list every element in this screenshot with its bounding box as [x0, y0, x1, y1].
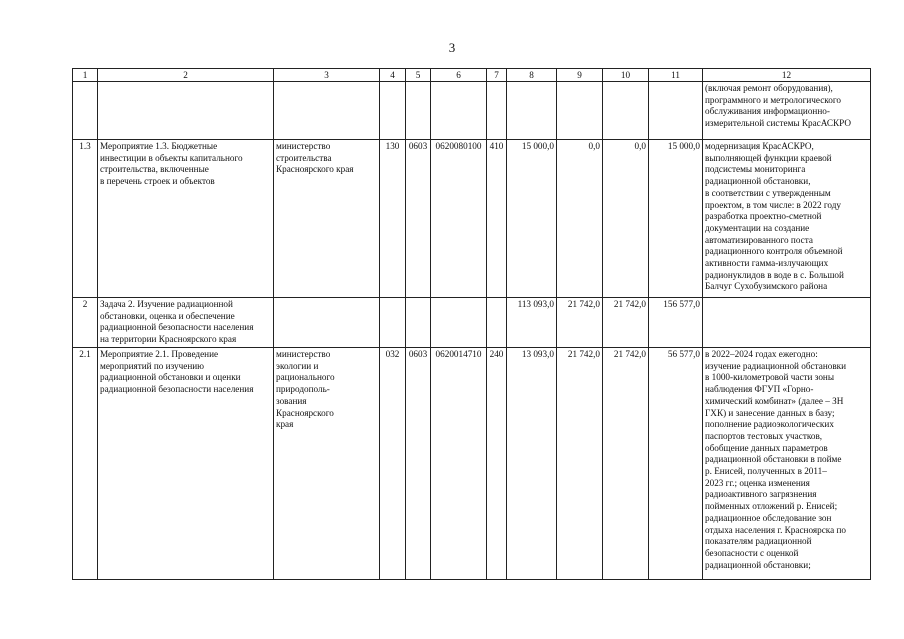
cell-number — [73, 82, 98, 140]
cell-grbs — [380, 82, 406, 140]
col-header: 8 — [507, 69, 557, 82]
cell-grbs: 130 — [380, 140, 406, 298]
col-header: 11 — [649, 69, 703, 82]
col-header: 4 — [380, 69, 406, 82]
cell-amount-3 — [603, 82, 649, 140]
cell-vr — [487, 82, 507, 140]
cell-csr: 0620014710 — [431, 348, 487, 580]
cell-amount-1: 13 093,0 — [507, 348, 557, 580]
cell-vr: 240 — [487, 348, 507, 580]
cell-csr — [431, 82, 487, 140]
cell-amount-3: 0,0 — [603, 140, 649, 298]
cell-result: в 2022–2024 годах ежегодно: изучение радиационной обстановки в 1000-километровой части зоны наблюдения ФГУП «Горно- химический комбинат» (далее – ЗН ГХК) и занесение данных в базу; пополнение радиоэкологических паспортов тестовых участков, обобщение данных параметров радиационной обстановки в пойме р. Енисей, полученных в 2011– 2023 гг.; оценка изменения радиоактивного загрязнения пойменных отложений р. Енисей; радиационное обследование зон отдыха населения г. Красноярска по показателям радиационной безопасности с оценкой радиационной обстановки; — [703, 348, 871, 580]
cell-vr — [487, 298, 507, 348]
cell-csr: 0620080100 — [431, 140, 487, 298]
cell-amount-2: 0,0 — [557, 140, 603, 298]
cell-name: Мероприятие 1.3. Бюджетные инвестиции в объекты капитального строительства, включенные в перечень строек и объектов — [98, 140, 274, 298]
col-header: 2 — [98, 69, 274, 82]
cell-total: 56 577,0 — [649, 348, 703, 580]
cell-executor: министерство строительства Красноярского края — [274, 140, 380, 298]
cell-name: Мероприятие 2.1. Проведение мероприятий по изучению радиационной обстановки и оценки радиационной безопасности населения — [98, 348, 274, 580]
cell-grbs — [380, 298, 406, 348]
cell-executor: министерство экологии и рационального природополь- зования Красноярского края — [274, 348, 380, 580]
cell-total: 156 577,0 — [649, 298, 703, 348]
cell-amount-2 — [557, 82, 603, 140]
cell-rzpr: 0603 — [406, 140, 431, 298]
cell-total — [649, 82, 703, 140]
table-row — [73, 348, 871, 580]
cell-amount-3: 21 742,0 — [603, 348, 649, 580]
cell-amount-1: 113 093,0 — [507, 298, 557, 348]
cell-number: 2.1 — [73, 348, 98, 580]
cell-amount-1: 15 000,0 — [507, 140, 557, 298]
col-header: 1 — [73, 69, 98, 82]
col-header: 3 — [274, 69, 380, 82]
cell-amount-2: 21 742,0 — [557, 298, 603, 348]
cell-amount-1 — [507, 82, 557, 140]
cell-executor — [274, 298, 380, 348]
cell-total: 15 000,0 — [649, 140, 703, 298]
table-row — [73, 82, 871, 140]
program-activities-table — [72, 68, 871, 580]
col-header: 12 — [703, 69, 871, 82]
cell-number: 1.3 — [73, 140, 98, 298]
cell-executor — [274, 82, 380, 140]
cell-rzpr — [406, 298, 431, 348]
cell-rzpr — [406, 82, 431, 140]
cell-result: модернизация КрасАСКРО, выполняющей функции краевой подсистемы мониторинга радиационной обстановки, в соответствии с утвержденным проектом, в том числе: в 2022 году разработка проектно-сметной документации на создание автоматизированного поста радиационного контроля объемной активности гамма-излучающих радионуклидов в воде в с. Большой Балчуг Сухобузимского района — [703, 140, 871, 298]
cell-rzpr: 0603 — [406, 348, 431, 580]
col-header: 7 — [487, 69, 507, 82]
cell-result: (включая ремонт оборудования), программного и метрологического обслуживания информационно- измерительной системы КрасАСКРО — [703, 82, 871, 140]
cell-number: 2 — [73, 298, 98, 348]
cell-name: Задача 2. Изучение радиационной обстановки, оценка и обеспечение радиационной безопасности населения на территории Красноярского края — [98, 298, 274, 348]
table-row — [73, 298, 871, 348]
col-header: 6 — [431, 69, 487, 82]
table-row — [73, 140, 871, 298]
cell-amount-2: 21 742,0 — [557, 348, 603, 580]
cell-grbs: 032 — [380, 348, 406, 580]
cell-name — [98, 82, 274, 140]
col-header: 9 — [557, 69, 603, 82]
col-header: 10 — [603, 69, 649, 82]
cell-result — [703, 298, 871, 348]
col-header: 5 — [406, 69, 431, 82]
cell-vr: 410 — [487, 140, 507, 298]
cell-csr — [431, 298, 487, 348]
cell-amount-3: 21 742,0 — [603, 298, 649, 348]
header-row — [73, 69, 871, 82]
page-number: 3 — [448, 40, 456, 55]
